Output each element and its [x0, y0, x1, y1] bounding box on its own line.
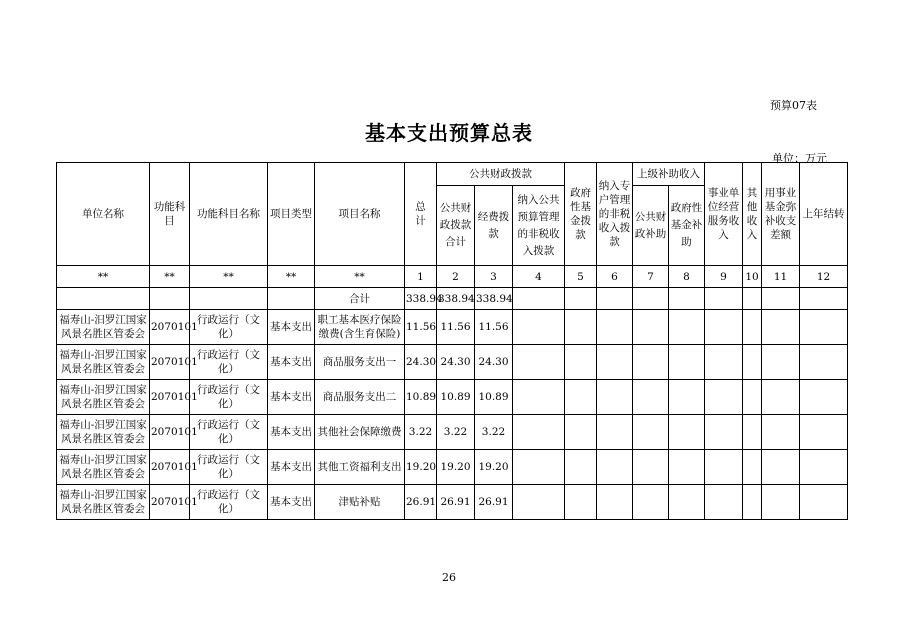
empty-cell	[743, 345, 762, 380]
empty-cell	[565, 450, 597, 485]
index-cell: 1	[405, 266, 437, 288]
cell-pf-funding: 11.56	[475, 310, 513, 345]
empty-cell	[762, 380, 800, 415]
empty-cell	[800, 310, 848, 345]
cell-pf-total: 3.22	[437, 415, 475, 450]
index-cell: 7	[633, 266, 669, 288]
cell-func-name: 行政运行（文化）	[190, 415, 268, 450]
header-carryover: 上年结转	[800, 163, 848, 266]
cell-pf-total: 10.89	[437, 380, 475, 415]
empty-cell	[800, 380, 848, 415]
cell-pf-funding: 10.89	[475, 380, 513, 415]
empty-cell	[743, 415, 762, 450]
header-unit-name: 单位名称	[57, 163, 150, 266]
empty-cell	[800, 450, 848, 485]
table-row	[57, 485, 848, 520]
total-value: 338.94	[405, 288, 437, 310]
empty-cell	[513, 310, 565, 345]
cell-func-name: 行政运行（文化）	[190, 485, 268, 520]
cell-proj-type: 基本支出	[268, 450, 315, 485]
empty-cell	[597, 415, 633, 450]
index-cell: 4	[513, 266, 565, 288]
cell-func-code: 2070101	[150, 345, 190, 380]
empty-cell	[669, 310, 705, 345]
cell-pf-total: 26.91	[437, 485, 475, 520]
empty-cell	[633, 310, 669, 345]
empty-cell	[597, 450, 633, 485]
index-cell: 10	[743, 266, 762, 288]
empty-cell	[513, 485, 565, 520]
table-row	[57, 380, 848, 415]
index-cell: 12	[800, 266, 848, 288]
cell-func-name: 行政运行（文化）	[190, 450, 268, 485]
cell-proj-name: 商品服务支出一	[315, 345, 405, 380]
cell-func-name: 行政运行（文化）	[190, 380, 268, 415]
index-cell: 5	[565, 266, 597, 288]
cell-proj-type: 基本支出	[268, 485, 315, 520]
cell-proj-type: 基本支出	[268, 380, 315, 415]
empty-cell	[705, 310, 743, 345]
index-cell: **	[57, 266, 150, 288]
cell-pf-total: 24.30	[437, 345, 475, 380]
header-superior-subsidy: 上级补助收入	[633, 163, 705, 186]
empty-cell	[513, 415, 565, 450]
empty-cell	[669, 450, 705, 485]
total-pf-funding: 338.94	[475, 288, 513, 310]
page-title: 基本支出预算总表	[365, 121, 533, 145]
empty-cell	[513, 380, 565, 415]
empty-cell	[669, 345, 705, 380]
empty-cell	[597, 380, 633, 415]
empty-cell	[800, 415, 848, 450]
total-label: 合计	[315, 288, 405, 310]
cell-pf-funding: 24.30	[475, 345, 513, 380]
cell-func-name: 行政运行（文化）	[190, 310, 268, 345]
empty-cell	[513, 345, 565, 380]
empty-cell	[743, 450, 762, 485]
cell-func-code: 2070101	[150, 380, 190, 415]
cell-pf-funding: 19.20	[475, 450, 513, 485]
header-special-nontax: 纳入专户管理的非税收入拨款	[597, 163, 633, 266]
empty-cell	[633, 415, 669, 450]
header-business-income: 事业单位经营服务收入	[705, 163, 743, 266]
header-func-name: 功能科目名称	[190, 163, 268, 266]
empty-cell	[705, 380, 743, 415]
cell-proj-type: 基本支出	[268, 345, 315, 380]
empty-cell	[669, 485, 705, 520]
header-proj-type: 项目类型	[268, 163, 315, 266]
cell-func-code: 2070101	[150, 485, 190, 520]
header-ss-gov-fund: 政府性基金补助	[669, 186, 705, 266]
header-func-code: 功能科目	[150, 163, 190, 266]
empty-cell	[565, 415, 597, 450]
index-cell: **	[150, 266, 190, 288]
empty-cell	[633, 450, 669, 485]
empty-cell	[705, 485, 743, 520]
empty-cell	[633, 380, 669, 415]
empty-cell	[762, 310, 800, 345]
cell-func-code: 2070101	[150, 310, 190, 345]
empty-cell	[705, 345, 743, 380]
cell-total: 24.30	[405, 345, 437, 380]
empty-cell	[597, 345, 633, 380]
empty-cell	[513, 450, 565, 485]
empty-cell	[705, 450, 743, 485]
empty-cell	[743, 380, 762, 415]
empty-cell	[565, 485, 597, 520]
form-number: 预算07表	[770, 99, 817, 112]
header-public-fiscal: 公共财政拨款	[437, 163, 565, 186]
table-row	[57, 310, 848, 345]
empty-cell	[762, 415, 800, 450]
index-cell: 8	[669, 266, 705, 288]
cell-proj-name: 其他社会保障缴费	[315, 415, 405, 450]
page-number: 26	[442, 571, 456, 584]
empty-cell	[633, 485, 669, 520]
index-cell: 3	[475, 266, 513, 288]
cell-unit-name: 福寿山-汨罗江国家风景名胜区管委会	[57, 345, 150, 380]
cell-total: 10.89	[405, 380, 437, 415]
empty-cell	[762, 450, 800, 485]
cell-total: 3.22	[405, 415, 437, 450]
cell-pf-total: 19.20	[437, 450, 475, 485]
cell-total: 26.91	[405, 485, 437, 520]
index-cell: **	[190, 266, 268, 288]
header-total: 总 计	[405, 163, 437, 266]
header-pf-total: 公共财政拨款合计	[437, 186, 475, 266]
cell-func-code: 2070101	[150, 450, 190, 485]
header-other-income: 其他收入	[743, 163, 762, 266]
empty-cell	[743, 310, 762, 345]
cell-unit-name: 福寿山-汨罗江国家风景名胜区管委会	[57, 415, 150, 450]
cell-unit-name: 福寿山-汨罗江国家风景名胜区管委会	[57, 450, 150, 485]
table-row	[57, 345, 848, 380]
cell-proj-name: 其他工资福利支出	[315, 450, 405, 485]
empty-cell	[705, 415, 743, 450]
index-cell: 9	[705, 266, 743, 288]
empty-cell	[565, 380, 597, 415]
header-pf-funding: 经费拨款	[475, 186, 513, 266]
empty-cell	[633, 345, 669, 380]
empty-cell	[800, 485, 848, 520]
cell-func-code: 2070101	[150, 415, 190, 450]
empty-cell	[762, 345, 800, 380]
empty-cell	[762, 485, 800, 520]
cell-proj-type: 基本支出	[268, 415, 315, 450]
cell-func-name: 行政运行（文化）	[190, 345, 268, 380]
table-row	[57, 415, 848, 450]
header-fund-gap: 用事业基金弥补收支差额	[762, 163, 800, 266]
cell-proj-name: 职工基本医疗保险缴费(含生育保险)	[315, 310, 405, 345]
empty-cell	[597, 485, 633, 520]
empty-cell	[800, 345, 848, 380]
cell-unit-name: 福寿山-汨罗江国家风景名胜区管委会	[57, 380, 150, 415]
empty-cell	[669, 415, 705, 450]
cell-unit-name: 福寿山-汨罗江国家风景名胜区管委会	[57, 485, 150, 520]
cell-proj-name: 商品服务支出二	[315, 380, 405, 415]
index-cell: 11	[762, 266, 800, 288]
cell-pf-funding: 3.22	[475, 415, 513, 450]
index-cell: **	[315, 266, 405, 288]
budget-table	[56, 162, 848, 520]
cell-total: 19.20	[405, 450, 437, 485]
header-gov-fund: 政府性基金拨款	[565, 163, 597, 266]
header-pf-nontax: 纳入公共预算管理的非税收入拨款	[513, 186, 565, 266]
index-cell: **	[268, 266, 315, 288]
cell-unit-name: 福寿山-汨罗江国家风景名胜区管委会	[57, 310, 150, 345]
index-cell: 6	[597, 266, 633, 288]
header-ss-public: 公共财政补助	[633, 186, 669, 266]
unit-label: 单位：万元	[772, 152, 827, 165]
empty-cell	[565, 345, 597, 380]
table-row	[57, 450, 848, 485]
empty-cell	[597, 310, 633, 345]
cell-proj-name: 津贴补贴	[315, 485, 405, 520]
index-cell: 2	[437, 266, 475, 288]
cell-total: 11.56	[405, 310, 437, 345]
total-pf-total: 338.94	[437, 288, 475, 310]
cell-pf-total: 11.56	[437, 310, 475, 345]
header-proj-name: 项目名称	[315, 163, 405, 266]
empty-cell	[743, 485, 762, 520]
index-row	[57, 266, 848, 288]
cell-proj-type: 基本支出	[268, 310, 315, 345]
empty-cell	[565, 310, 597, 345]
cell-pf-funding: 26.91	[475, 485, 513, 520]
total-row	[57, 288, 848, 310]
empty-cell	[669, 380, 705, 415]
